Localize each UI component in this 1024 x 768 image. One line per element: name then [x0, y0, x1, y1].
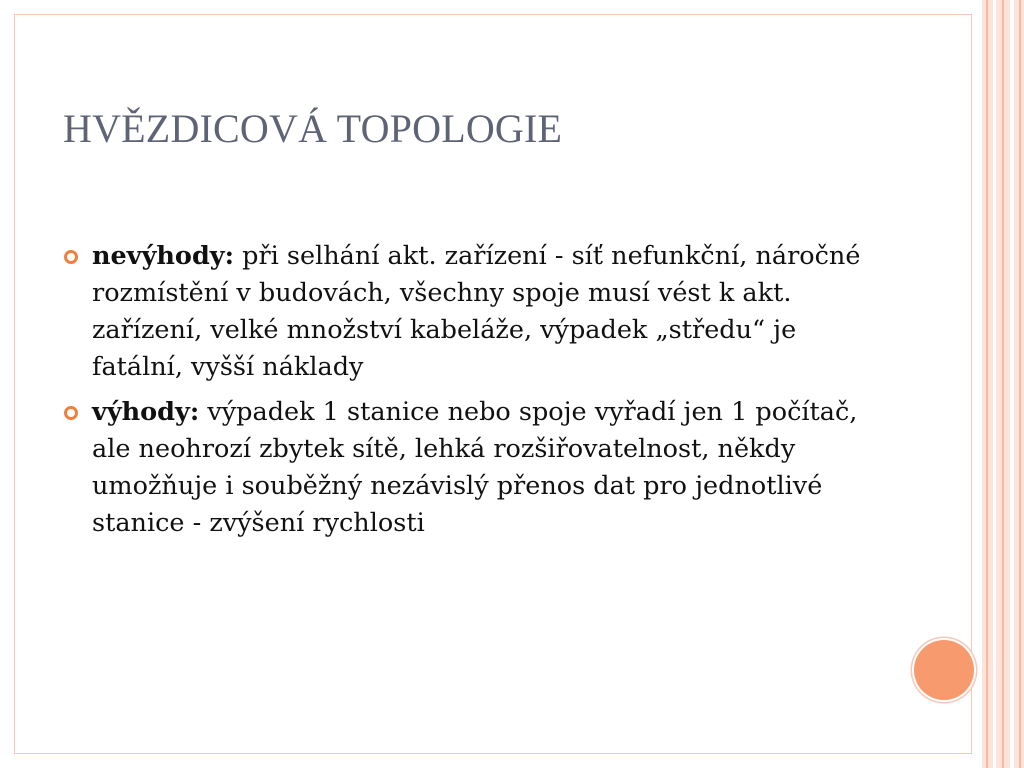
- slide-title: HVĚZDICOVÁ TOPOLOGIE: [63, 106, 563, 151]
- bullet-list: [64, 238, 884, 550]
- bullet-text: výpadek 1 stanice nebo spoje vyřadí jen 1 počítač, ale neohrozí zbytek sítě, lehká rozšiřovatelnost, někdy umožňuje i souběžný nezávislý přenos dat pro jednotlivé stanice - zvýšení rychlosti: [92, 397, 858, 538]
- stripe-line: [993, 0, 996, 768]
- bullet-text: při selhání akt. zařízení - síť nefunkční, náročné rozmístění v budovách, všechny spoje musí vést k akt. zařízení, velké množství kabeláže, výpadek „středu“ je fatální, vyšší náklady: [92, 241, 861, 382]
- decorative-circle-icon: [914, 640, 974, 700]
- bullet-label: nevýhody:: [92, 241, 235, 271]
- bullet-label: výhody:: [92, 397, 200, 427]
- hollow-circle-bullet-icon: [64, 406, 78, 420]
- stripe-line: [1002, 0, 1004, 768]
- hollow-circle-bullet-icon: [64, 250, 78, 264]
- stripe-line: [1019, 0, 1021, 768]
- stripe-line: [986, 0, 988, 768]
- bullet-item-vyhody: [64, 394, 884, 542]
- bullet-item-nevyhody: [64, 238, 884, 386]
- right-decorative-stripes: [982, 0, 1024, 768]
- stripe-line: [1010, 0, 1014, 768]
